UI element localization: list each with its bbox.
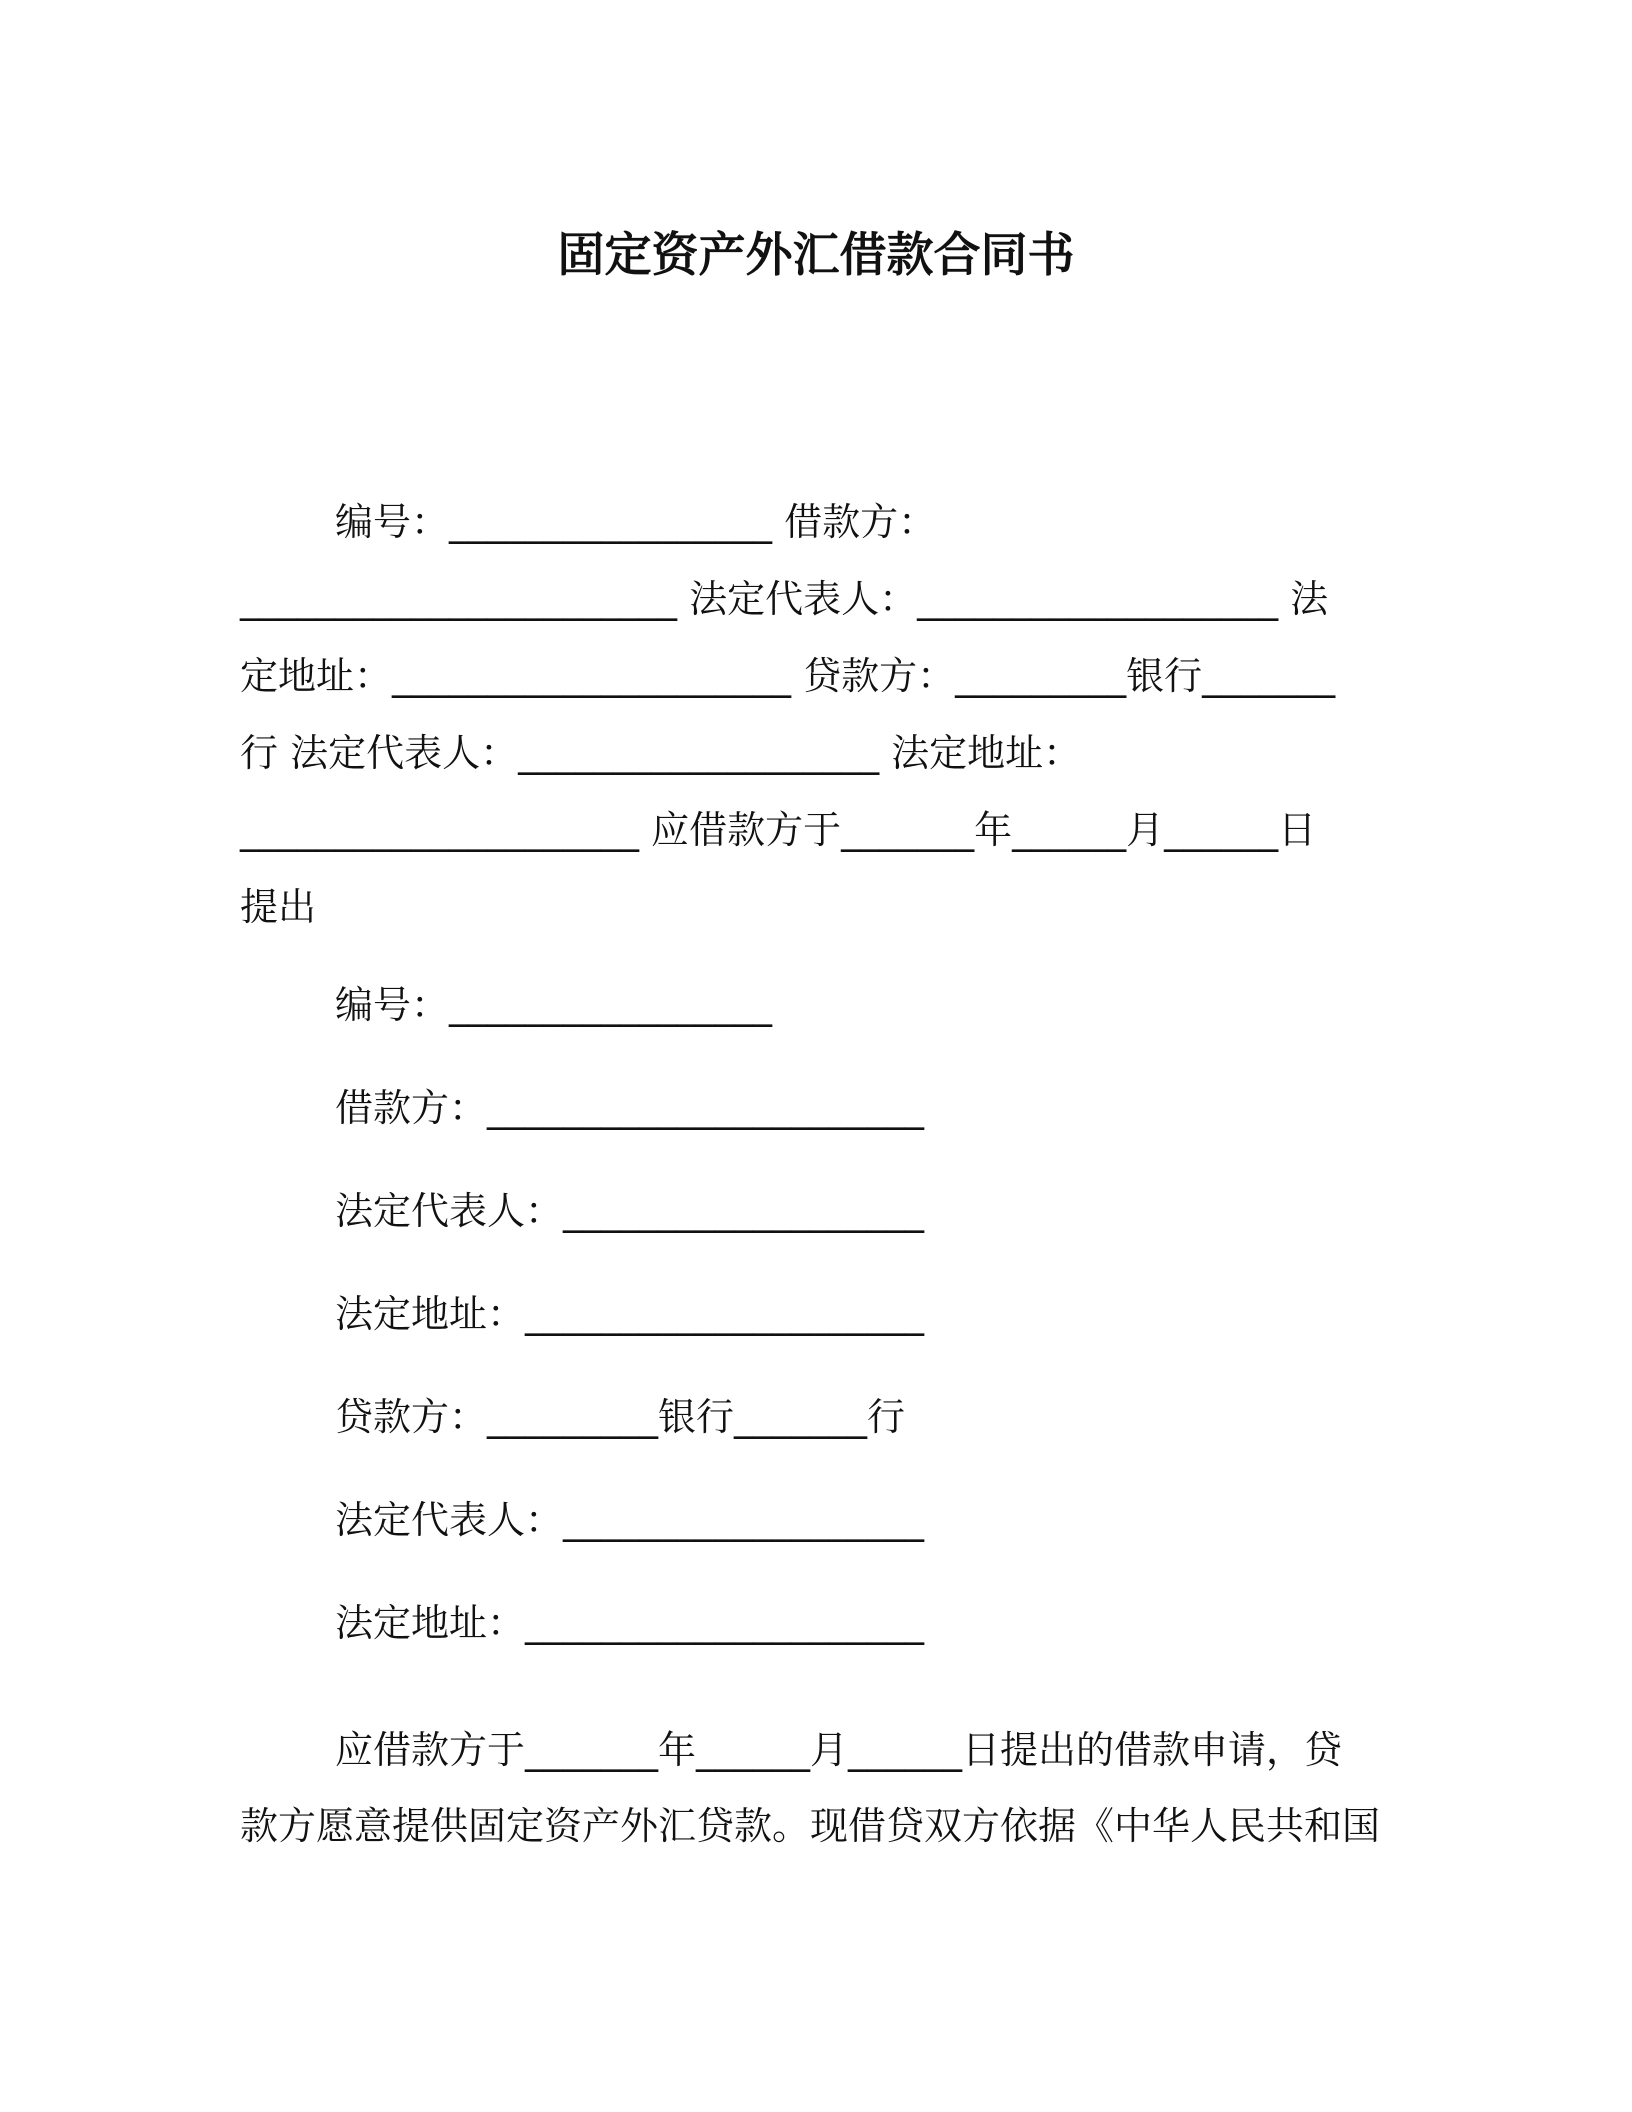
field-lender: 贷款方：_________银行_______行 xyxy=(335,1395,906,1439)
closing-paragraph xyxy=(240,1712,1380,1864)
field-lender-legal-rep: 法定代表人：___________________ xyxy=(335,1498,925,1542)
intro-paragraph xyxy=(240,484,1360,946)
field-lender-address: 法定地址：_____________________ xyxy=(335,1601,925,1645)
closing-line: 款方愿意提供固定资产外汇贷款。现借贷双方依据《中华人民共和国 xyxy=(240,1804,1381,1848)
intro-line: 行 法定代表人：___________________ 法定地址： xyxy=(240,731,1082,775)
field-borrower: 借款方：_______________________ xyxy=(335,1086,925,1130)
intro-line: _____________________ 应借款方于_______年______月______日 xyxy=(240,808,1317,852)
field-borrower-address: 法定地址：_____________________ xyxy=(335,1292,925,1336)
intro-line: 提出 xyxy=(240,885,317,929)
intro-line: _______________________ 法定代表人：___________________ 法 xyxy=(240,577,1329,621)
field-contract-number: 编号：_________________ xyxy=(335,983,773,1027)
field-borrower-legal-rep: 法定代表人：___________________ xyxy=(335,1189,925,1233)
document-title: 固定资产外汇借款合同书 xyxy=(557,228,1075,283)
intro-line: 定地址：_____________________ 贷款方：_________银行_______ xyxy=(240,654,1336,698)
closing-line: 应借款方于_______年______月______日提出的借款申请，贷 xyxy=(335,1728,1343,1772)
intro-line: 编号：_________________ 借款方： xyxy=(335,500,937,544)
